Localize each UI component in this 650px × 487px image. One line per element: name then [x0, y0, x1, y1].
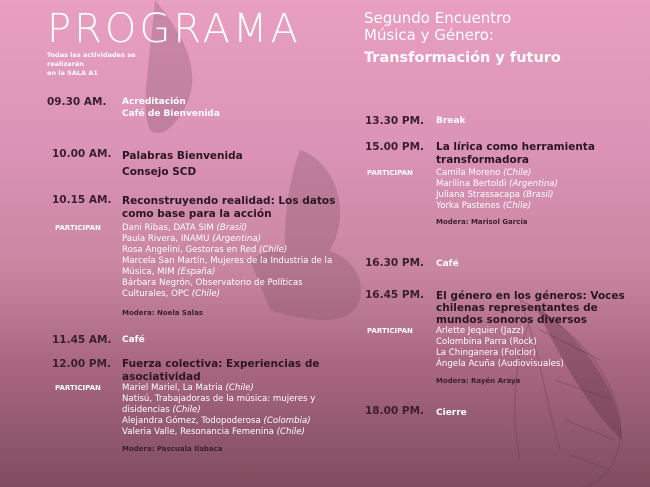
- session-title-datos: Reconstruyendo realidad: Los datos como base para la acción: [122, 195, 336, 220]
- participants-list: Camila Moreno (Chile) Marilina Bertoldi (Argentina) Juliana Strassacapa (Brasil) Yorka Pastenes (Chile): [436, 168, 558, 211]
- moderator: Modera: Marisol García: [436, 218, 528, 226]
- participan-label: PARTICIPAN: [367, 327, 413, 335]
- item-cafe: Café: [436, 259, 459, 269]
- participan-label: PARTICIPAN: [55, 384, 101, 392]
- page-title: PROGRAMA: [47, 6, 301, 52]
- moderator: Modera: Pascuala Ilabaca: [122, 445, 223, 453]
- participants-list: Arlette Jequier (Jazz) Colombina Parra (Rock) La Chinganera (Folclor) Ángela Acuña (Audiovisuales): [436, 326, 564, 369]
- moderator: Modera: Noela Salas: [122, 309, 203, 317]
- time-1000: 10.00 AM.: [52, 148, 112, 160]
- participan-label: PARTICIPAN: [55, 224, 101, 232]
- time-1145: 11.45 AM.: [52, 334, 112, 346]
- item-bienvenida: Palabras Bienvenida Consejo SCD: [122, 150, 243, 178]
- moderator: Modera: Rayén Araya: [436, 377, 521, 385]
- time-1645: 16.45 PM.: [365, 289, 425, 301]
- session-title-asociatividad: Fuerza colectiva: Experiencias de asociatividad: [122, 358, 320, 383]
- time-1200: 12.00 PM.: [52, 358, 112, 370]
- item-cafe: Café: [122, 335, 145, 345]
- participants-list: Dani Ribas, DATA SIM (Brasil) Paula Rivera, INAMU (Argentina) Rosa Angelini, Gestoras en Red (Chile) Marcela San Martín, Mujeres de la Industria de la Música, MIM (España) Bárbara Negrón, Observatorio de Políticas Culturales, OPC (Chile): [122, 223, 333, 299]
- time-1500: 15.00 PM.: [365, 141, 425, 153]
- event-theme: Transformación y futuro: [364, 50, 561, 66]
- session-title-lirica: La lírica como herramienta transformadora: [436, 141, 595, 166]
- session-title-generos: El género en los géneros: Voces chilenas representantes de mundos sonoros diversos: [436, 290, 625, 326]
- time-1630: 16.30 PM.: [365, 257, 425, 269]
- time-1800: 18.00 PM.: [365, 405, 425, 417]
- event-subtitle: Segundo Encuentro Música y Género:: [364, 9, 512, 44]
- item-acreditacion: Acreditación Café de Bienvenida: [122, 97, 220, 119]
- time-0930: 09.30 AM.: [47, 96, 107, 108]
- venue-note: Todas las actividades se realizarán en la SALA A1: [47, 51, 136, 77]
- time-1330: 13.30 PM.: [365, 115, 425, 127]
- item-cierre: Cierre: [436, 408, 467, 418]
- participants-list: Mariel Mariel, La Matria (Chile) Natisú, Trabajadoras de la música: mujeres y disidencias (Chile) Alejandra Gómez, Todopoderosa (Colombia) Valeria Valle, Resonancia Femenina (Chile): [122, 383, 316, 437]
- participan-label: PARTICIPAN: [367, 169, 413, 177]
- time-1015: 10.15 AM.: [52, 194, 112, 206]
- item-break: Break: [436, 116, 466, 126]
